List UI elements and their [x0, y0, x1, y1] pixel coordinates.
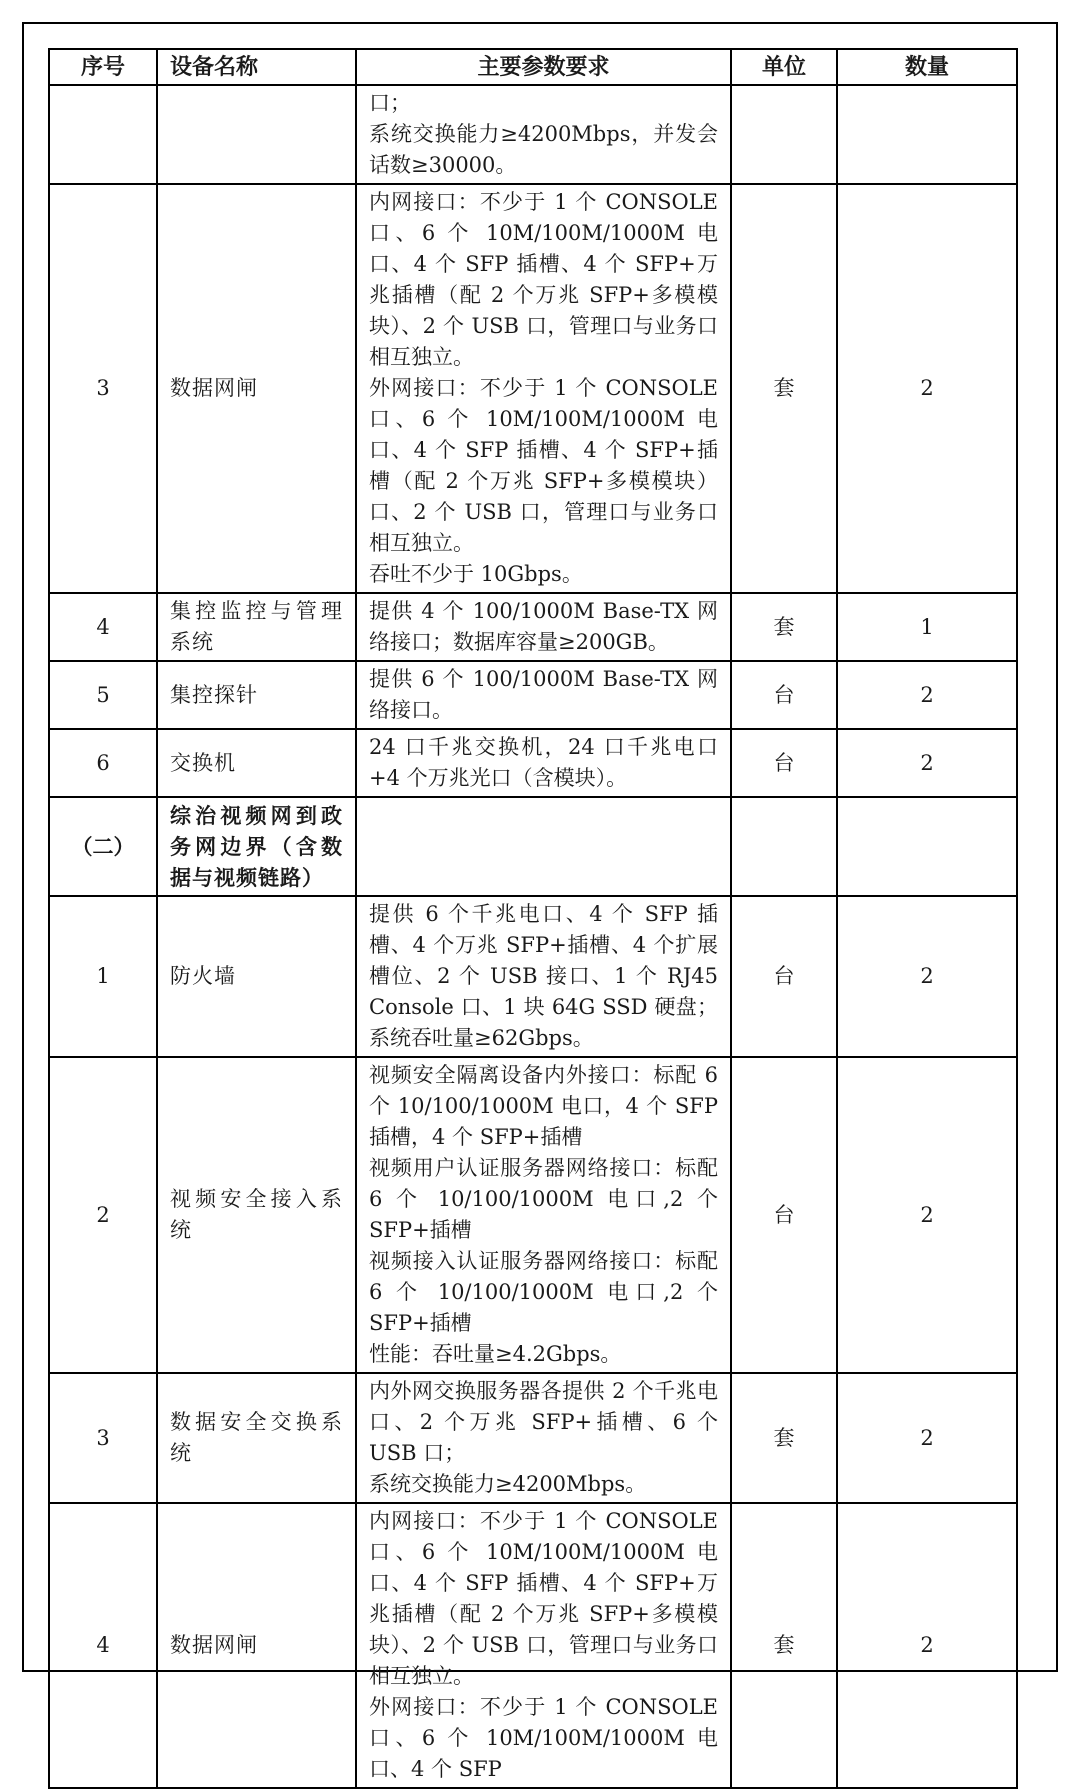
- param-line: 系统交换能力≥4200Mbps，并发会话数≥30000。: [369, 122, 718, 177]
- row-params: [356, 593, 731, 661]
- header-unit: 单位: [731, 49, 837, 85]
- row-unit: 套: [731, 184, 837, 593]
- row-name: 数据网闸: [157, 184, 356, 593]
- row-name: [157, 85, 356, 184]
- param-line: 性能：吞吐量≥4.2Gbps。: [369, 1342, 622, 1366]
- row-qty: 2: [837, 1503, 1017, 1788]
- header-qty: 数量: [837, 49, 1017, 85]
- header-params: 主要参数要求: [356, 49, 731, 85]
- row-unit: 台: [731, 661, 837, 729]
- row-unit: 台: [731, 1057, 837, 1373]
- header-name: 设备名称: [157, 49, 356, 85]
- row-unit: [731, 797, 837, 896]
- row-qty: 2: [837, 1373, 1017, 1503]
- row-params: [356, 85, 731, 184]
- row-no: 4: [49, 593, 157, 661]
- param-line: 内网接口：不少于 1 个 CONSOLE 口、6 个 10M/100M/1000M 电口、4 个 SFP 插槽、4 个 SFP+万兆插槽（配 2 个万兆 SFP+多模模块）、2 个 USB 口，管理口与业务口相互独立。: [369, 1509, 718, 1688]
- param-line: 提供 4 个 100/1000M Base-TX 网络接口；数据库容量≥200GB。: [369, 599, 718, 654]
- row-qty: 2: [837, 1057, 1017, 1373]
- row-qty: 2: [837, 896, 1017, 1057]
- param-line: 视频用户认证服务器网络接口：标配 6 个 10/100/1000M 电口,2 个 SFP+插槽: [369, 1156, 718, 1242]
- table-row: [49, 85, 1017, 184]
- section-row: [49, 797, 1017, 896]
- row-qty: [837, 85, 1017, 184]
- row-name: 视频安全接入系统: [157, 1057, 356, 1373]
- row-no: 2: [49, 1057, 157, 1373]
- param-line: 吞吐不少于 10Gbps。: [369, 562, 583, 586]
- param-line: 外网接口：不少于 1 个 CONSOLE 口、6 个 10M/100M/1000M 电口、4 个 SFP: [369, 1695, 718, 1781]
- row-name: 交换机: [157, 729, 356, 797]
- table-row: [49, 1057, 1017, 1373]
- param-line: 内网接口：不少于 1 个 CONSOLE 口、6 个 10M/100M/1000M 电口、4 个 SFP 插槽、4 个 SFP+万兆插槽（配 2 个万兆 SFP+多模模块）、2 个 USB 口，管理口与业务口相互独立。: [369, 190, 718, 369]
- row-no: 6: [49, 729, 157, 797]
- param-line: 视频安全隔离设备内外接口：标配 6 个 10/100/1000M 电口，4 个 SFP 插槽，4 个 SFP+插槽: [369, 1063, 718, 1149]
- param-line: 提供 6 个千兆电口、4 个 SFP 插槽、4 个万兆 SFP+插槽、4 个扩展槽位、2 个 USB 接口、1 个 RJ45 Console 口、1 块 64G SSD 硬盘；系统吞吐量≥62Gbps。: [369, 902, 718, 1050]
- row-unit: [731, 85, 837, 184]
- param-line: 系统交换能力≥4200Mbps。: [369, 1472, 647, 1496]
- row-qty: 1: [837, 593, 1017, 661]
- row-qty: 2: [837, 729, 1017, 797]
- row-name: 数据安全交换系统: [157, 1373, 356, 1503]
- param-line: 外网接口：不少于 1 个 CONSOLE 口、6 个 10M/100M/1000M 电口、4 个 SFP 插槽、4 个 SFP+插槽（配 2 个万兆 SFP+多模模块）口、2 个 USB 口，管理口与业务口相互独立。: [369, 376, 718, 555]
- row-no: （二）: [49, 797, 157, 896]
- row-unit: 套: [731, 1503, 837, 1788]
- param-line: 提供 6 个 100/1000M Base-TX 网络接口。: [369, 667, 718, 722]
- row-name: 综治视频网到政务网边界（含数据与视频链路）: [157, 797, 356, 896]
- row-unit: 套: [731, 593, 837, 661]
- table-row: [49, 661, 1017, 729]
- param-line: 24 口千兆交换机，24 口千兆电口+4 个万兆光口（含模块）。: [369, 735, 718, 790]
- row-qty: 2: [837, 184, 1017, 593]
- param-line: 内外网交换服务器各提供 2 个千兆电口、2 个万兆 SFP+插槽、6 个 USB 口；: [369, 1379, 718, 1465]
- row-name: 集控监控与管理系统: [157, 593, 356, 661]
- table-row: [49, 593, 1017, 661]
- row-qty: 2: [837, 661, 1017, 729]
- table-row: [49, 1373, 1017, 1503]
- table-row: [49, 896, 1017, 1057]
- row-params: [356, 896, 731, 1057]
- param-line: 视频接入认证服务器网络接口：标配 6 个 10/100/1000M 电口,2 个 SFP+插槽: [369, 1249, 718, 1335]
- row-params: [356, 797, 731, 896]
- row-no: [49, 85, 157, 184]
- row-no: 4: [49, 1503, 157, 1788]
- header-no: 序号: [49, 49, 157, 85]
- row-no: 1: [49, 896, 157, 1057]
- row-unit: 台: [731, 896, 837, 1057]
- row-no: 3: [49, 184, 157, 593]
- row-qty: [837, 797, 1017, 896]
- row-params: [356, 184, 731, 593]
- row-params: [356, 1057, 731, 1373]
- table-row: [49, 184, 1017, 593]
- table-header-row: [49, 49, 1017, 85]
- row-name: 集控探针: [157, 661, 356, 729]
- row-name: 数据网闸: [157, 1503, 356, 1788]
- row-no: 3: [49, 1373, 157, 1503]
- equipment-spec-table: [48, 48, 1018, 1789]
- row-unit: 套: [731, 1373, 837, 1503]
- row-no: 5: [49, 661, 157, 729]
- table-row: [49, 729, 1017, 797]
- row-params: [356, 1503, 731, 1788]
- param-line: 口；: [369, 91, 411, 115]
- row-params: [356, 729, 731, 797]
- table-row: [49, 1503, 1017, 1788]
- row-params: [356, 661, 731, 729]
- row-name: 防火墙: [157, 896, 356, 1057]
- row-unit: 台: [731, 729, 837, 797]
- row-params: [356, 1373, 731, 1503]
